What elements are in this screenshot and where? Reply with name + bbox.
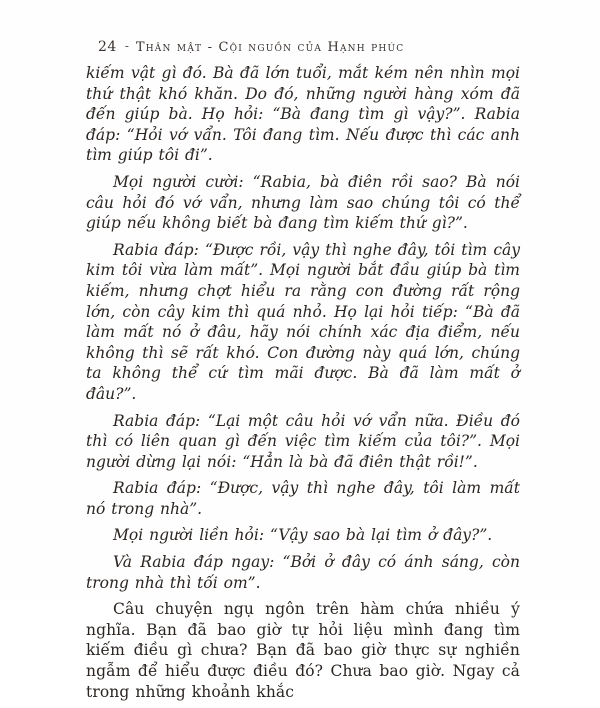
header-separator: -: [124, 39, 129, 53]
paragraph: Mọi người liền hỏi: “Vậy sao bà lại tìm ở đây?”.: [113, 526, 493, 545]
running-header: [98, 36, 530, 55]
paragraph: kiếm vật gì đó. Bà đã lớn tuổi, mắt kém nên nhìn mọi thứ thật khó khăn. Do đó, những người hàng xóm đã đến giúp bà. Họ hỏi: “Bà đang tìm gì vậy?”. Rabia đáp: “Hỏi vớ vẩn. Tôi đang tìm. Nếu được thì các anh tìm giúp tôi đi”.: [86, 64, 520, 165]
paragraph: Rabia đáp: “Được, vậy thì nghe đây, tôi làm mất nó trong nhà”.: [86, 479, 520, 518]
paragraph: Và Rabia đáp ngay: “Bởi ở đây có ánh sáng, còn trong nhà thì tối om”.: [86, 553, 520, 592]
paragraph: Câu chuyện ngụ ngôn trên hàm chứa nhiều ý nghĩa. Bạn đã bao giờ tự hỏi liệu mình đang tìm kiếm điều gì chưa? Bạn đã bao giờ thực sự nghiền ngẫm để hiểu được điều đó? Chưa bao giờ. Ngay cả trong những khoảnh khắc: [86, 600, 520, 701]
paragraph: Mọi người cười: “Rabia, bà điên rồi sao? Bà nói câu hỏi đó vớ vẩn, nhưng làm sao chúng tôi có thể giúp nếu không biết bà đang tìm kiếm thứ gì?”.: [86, 172, 520, 233]
paragraph: Rabia đáp: “Lại một câu hỏi vớ vẩn nữa. Điều đó thì có liên quan gì đến việc tìm kiếm của tôi?”. Mọi người dừng lại nói: “Hẳn là bà đã điên thật rồi!”.: [86, 411, 520, 471]
page-number: 24: [98, 39, 117, 55]
book-title: Thân mật - Cội nguồn của Hạnh phúc: [135, 40, 405, 55]
paragraph: Rabia đáp: “Được rồi, vậy thì nghe đây, tôi tìm cây kim tôi vừa làm mất”. Mọi người bắt đầu giúp bà tìm kiếm, nhưng chợt hiểu ra rằng con đường rất rộng lớn, còn cây kim thì quá nhỏ. Họ lại hỏi tiếp: “Bà đã làm mất nó ở đâu, hãy nói chính xác địa điểm, nếu không thì sẽ rất khó. Con đường này quá lớn, chúng ta không thể cứ tìm mãi được. Bà đã làm mất ở đâu?”.: [86, 240, 520, 403]
body-text: [86, 63, 520, 708]
